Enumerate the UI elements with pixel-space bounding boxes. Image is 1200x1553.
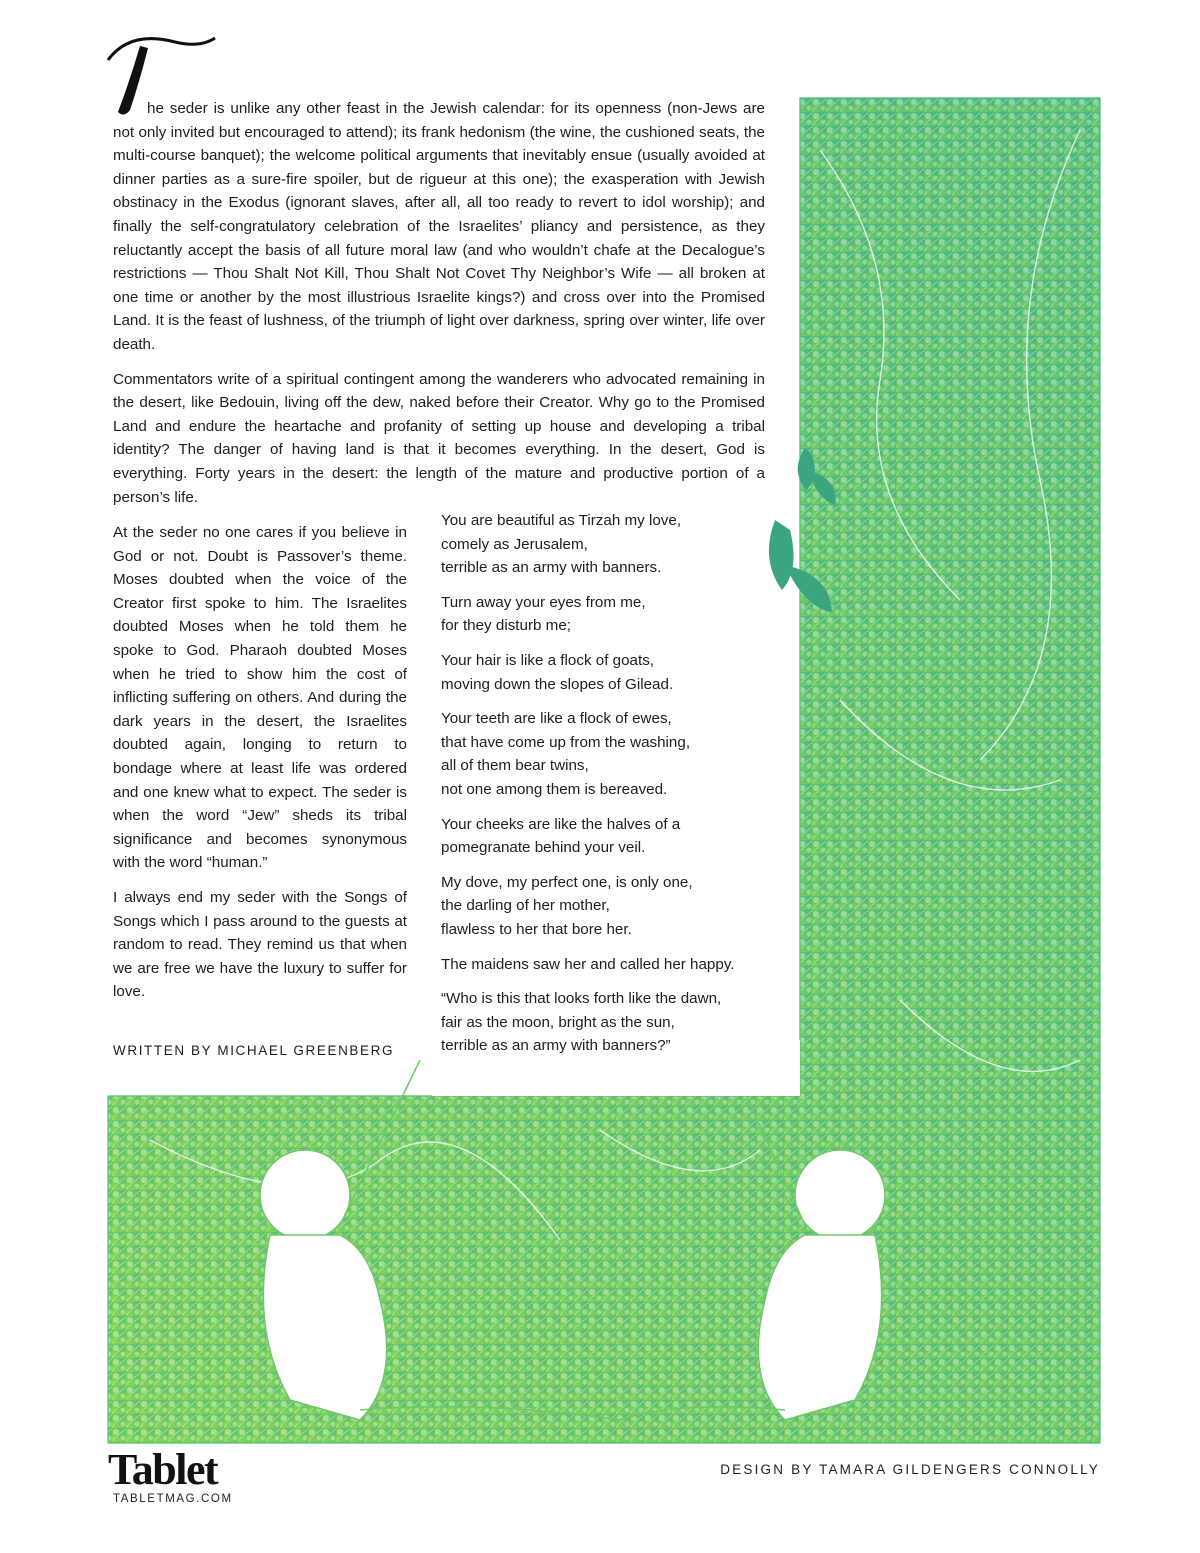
poem-stanza xyxy=(441,707,791,801)
body-column xyxy=(113,521,407,1015)
intro-paragraph: he seder is unlike any other feast in the Jewish calendar: for its openness (non-Jews are not only invited but encouraged to attend); its frank hedonism (the wine, the cushioned seats, the multi-course banquet); the welcome political arguments that inevitably ensue (usually avoided at dinner parties as a sure-fire spoiler, but de rigueur at this one); the exasperation with Jewish obstinacy in the Exodus (ignorant slaves, after all, all too ready to revert to idol worship); and finally the self-congratulatory celebration of the Israelites’ pliancy and persistence, as they reluctantly accept the basis of all future moral law (and who wouldn’t chafe at the Decalogue’s restrictions — Thou Shalt Not Kill, Thou Shalt Not Covet Thy Neighbor’s Wife — all broken at one time or another by the most illustrious Israelite kings?) and cross over into the Promised Land. It is the feast of lushness, of the triumph of light over darkness, spring over winter, life over death. xyxy=(113,100,765,353)
poem-stanza xyxy=(441,987,791,1058)
poem-line: terrible as an army with banners. xyxy=(441,559,662,577)
tablet-logo[interactable]: Tablet xyxy=(108,1445,218,1494)
poem-line: The maidens saw her and called her happy. xyxy=(441,955,735,973)
poem-line: not one among them is bereaved. xyxy=(441,780,668,798)
intro-paragraph: Commentators write of a spiritual contingent among the wanderers who advocated remaining in the desert, like Bedouin, living off the dew, naked before their Creator. Why go to the Promised Land and endure the heartache and profanity of setting up house and developing a tribal identity? The danger of having land is that it becomes everything. In the desert, God is everything. Forty years in the desert: the length of the mature and productive portion of a person’s life. xyxy=(113,370,765,506)
poem-line: Your hair is like a flock of goats, xyxy=(441,651,655,669)
poem-line: pomegranate behind your veil. xyxy=(441,839,646,857)
poem-line: My dove, my perfect one, is only one, xyxy=(441,873,693,891)
poem-line: all of them bear twins, xyxy=(441,757,589,775)
poem-line: moving down the slopes of Gilead. xyxy=(441,675,674,693)
poem-line: the darling of her mother, xyxy=(441,897,610,915)
design-credit: DESIGN BY TAMARA GILDENGERS CONNOLLY xyxy=(720,1462,1100,1477)
intro-text xyxy=(113,97,765,520)
poem-line: for they disturb me; xyxy=(441,617,571,635)
poem-line: flawless to her that bore her. xyxy=(441,920,632,938)
poem-line: terrible as an army with banners?” xyxy=(441,1037,671,1055)
poem-line: that have come up from the washing, xyxy=(441,733,691,751)
poem-line: Turn away your eyes from me, xyxy=(441,593,646,611)
poem xyxy=(441,509,791,1069)
poem-stanza xyxy=(441,591,791,638)
site-url[interactable]: TABLETMAG.COM xyxy=(113,1493,233,1505)
body-paragraph: I always end my seder with the Songs of Songs which I pass around to the guests at random to read. They remind us that when we are free we have the luxury to suffer for love. xyxy=(113,888,407,1001)
poem-stanza xyxy=(441,953,791,977)
poem-line: “Who is this that looks forth like the dawn, xyxy=(441,990,722,1008)
poem-line: Your cheeks are like the halves of a xyxy=(441,815,681,833)
poem-stanza xyxy=(441,871,791,942)
poem-line: fair as the moon, bright as the sun, xyxy=(441,1013,675,1031)
poem-stanza xyxy=(441,509,791,580)
poem-line: You are beautiful as Tirzah my love, xyxy=(441,512,682,529)
poem-stanza xyxy=(441,649,791,696)
poem-line: Your teeth are like a flock of ewes, xyxy=(441,710,672,728)
poem-stanza xyxy=(441,813,791,860)
body-paragraph: At the seder no one cares if you believe in God or not. Doubt is Passover’s theme. Moses doubted when the voice of the Creator first spoke to him. The Israelites doubted Moses when he told them he spoke to God. Pharaoh doubted Moses when he tried to show him the cost of inflicting suffering on others. And during the dark years in the desert, the Israelites doubted again, longing to return to bondage where at least life was ordered and one knew what to expect. The seder is when the word “Jew” sheds its tribal significance and becomes synonymous with the word “human.” xyxy=(113,524,407,872)
byline: WRITTEN BY MICHAEL GREENBERG xyxy=(113,1043,395,1058)
poem-line: comely as Jerusalem, xyxy=(441,535,588,553)
